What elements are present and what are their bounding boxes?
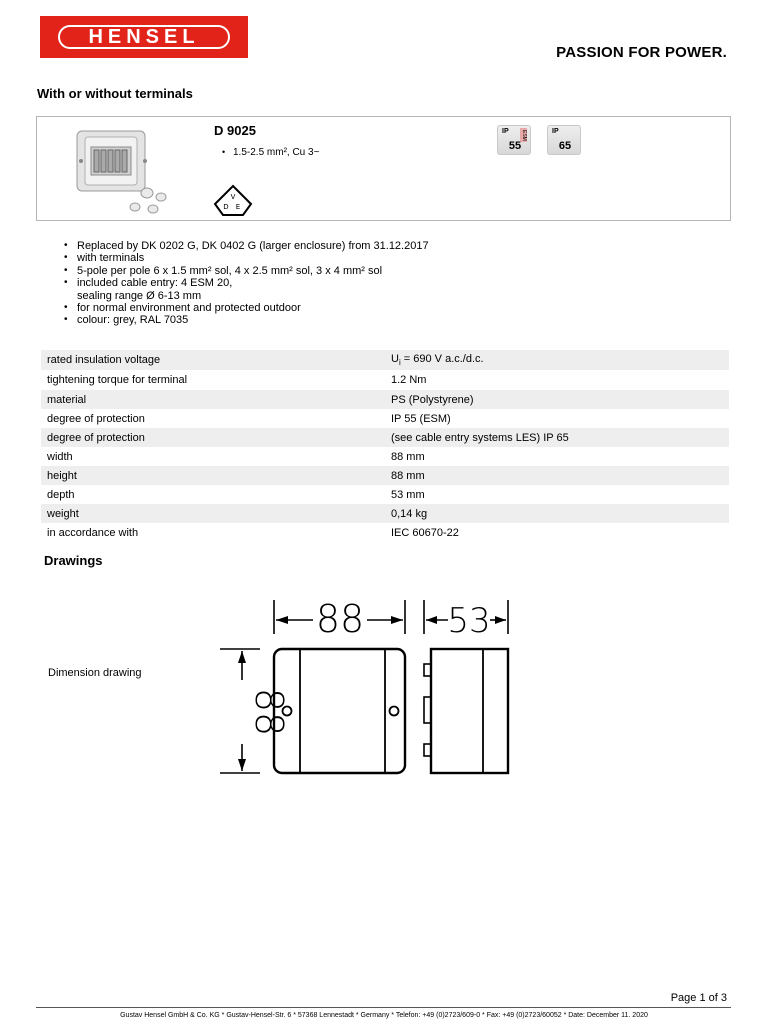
badge-value: 55 <box>508 140 522 152</box>
spec-table <box>41 350 729 542</box>
spec-value: 53 mm <box>391 488 425 501</box>
spec-value: 88 mm <box>391 450 425 463</box>
svg-text:E: E <box>235 203 241 211</box>
hensel-logo <box>40 16 248 58</box>
spec-label: tightening torque for terminal <box>47 374 188 386</box>
spec-value: IEC 60670-22 <box>391 526 459 539</box>
list-item: • with terminals <box>64 252 429 264</box>
table-row <box>41 523 729 542</box>
table-row <box>41 504 729 523</box>
table-row <box>41 350 729 370</box>
spec-label: depth <box>47 488 75 501</box>
badge-ip-label: IP <box>502 128 509 135</box>
product-box <box>36 116 731 221</box>
slogan: PASSION FOR POWER. <box>556 44 727 61</box>
spec-label: degree of protection <box>47 412 145 425</box>
width-dimension-text: 88 <box>315 597 365 641</box>
badge-esm-label: ESM <box>521 129 527 141</box>
spec-value: 0,14 kg <box>385 504 729 523</box>
table-row <box>41 466 729 485</box>
badge-value: 65 <box>558 140 572 152</box>
spec-value: (see cable entry systems LES) IP 65 <box>385 428 729 447</box>
footer-divider <box>36 1007 731 1008</box>
dimension-drawing-label: Dimension drawing <box>48 667 142 679</box>
spec-value: 88 mm <box>385 466 729 485</box>
list-item: • 5-pole per pole 6 x 1.5 mm² sol, 4 x 2.5 mm² sol, 3 x 4 mm² sol <box>64 265 429 277</box>
vde-mark-icon <box>213 184 253 218</box>
list-item-line: sealing range Ø 6-13 mm <box>77 289 202 302</box>
product-spec-text: 1.5-2.5 mm², Cu 3~ <box>233 147 320 158</box>
table-row <box>41 409 729 428</box>
product-spec <box>222 147 320 158</box>
spec-label: material <box>41 390 385 409</box>
footer-address: Gustav Hensel GmbH & Co. KG * Gustav-Hensel-Str. 6 * 57368 Lennestadt * Germany * Telefon: +49 (0)2723/609-0 * Fax: +49 (0)2723/60052 * Date: December 11. 2020 <box>120 1012 648 1019</box>
table-row <box>41 485 729 504</box>
list-item: • for normal environment and protected outdoor <box>64 302 429 314</box>
drawings-title: Drawings <box>44 553 103 568</box>
section-title: With or without terminals <box>37 86 193 101</box>
spec-label: rated insulation voltage <box>41 350 385 370</box>
ip55-badge <box>497 125 531 155</box>
list-item: • Replaced by DK 0202 G, DK 0402 G (larger enclosure) from 31.12.2017 <box>64 240 429 252</box>
feature-list <box>64 240 429 327</box>
bullet: • <box>222 147 226 157</box>
depth-dimension-text: 53 <box>447 601 491 641</box>
spec-value: IP 55 (ESM) <box>391 412 451 425</box>
ip65-badge <box>547 125 581 155</box>
product-image <box>67 123 167 215</box>
spec-label: height <box>41 466 385 485</box>
dimension-drawing <box>212 594 522 780</box>
svg-text:V: V <box>230 193 236 201</box>
spec-label: weight <box>41 504 385 523</box>
table-row <box>41 428 729 447</box>
list-item-line: included cable entry: 4 ESM 20, <box>77 277 233 290</box>
list-item: • colour: grey, RAL 7035 <box>64 314 429 326</box>
table-row <box>41 390 729 409</box>
spec-value: PS (Polystyrene) <box>385 390 729 409</box>
table-row <box>41 447 729 466</box>
height-dimension-text: 88 <box>247 687 291 737</box>
list-item <box>64 277 429 302</box>
spec-label: in accordance with <box>47 526 139 539</box>
logo-text: HENSEL <box>88 26 200 48</box>
table-row <box>41 370 729 390</box>
page-number: Page 1 of 3 <box>670 992 727 1004</box>
spec-label: degree of protection <box>41 428 385 447</box>
svg-text:D: D <box>223 203 229 211</box>
spec-value: 1.2 Nm <box>391 374 427 386</box>
product-name: D 9025 <box>214 123 256 138</box>
badge-ip-label: IP <box>552 128 559 135</box>
spec-value: $U_i = 690$ V a.c./d.c. <box>385 350 729 370</box>
spec-label: width <box>47 450 73 463</box>
